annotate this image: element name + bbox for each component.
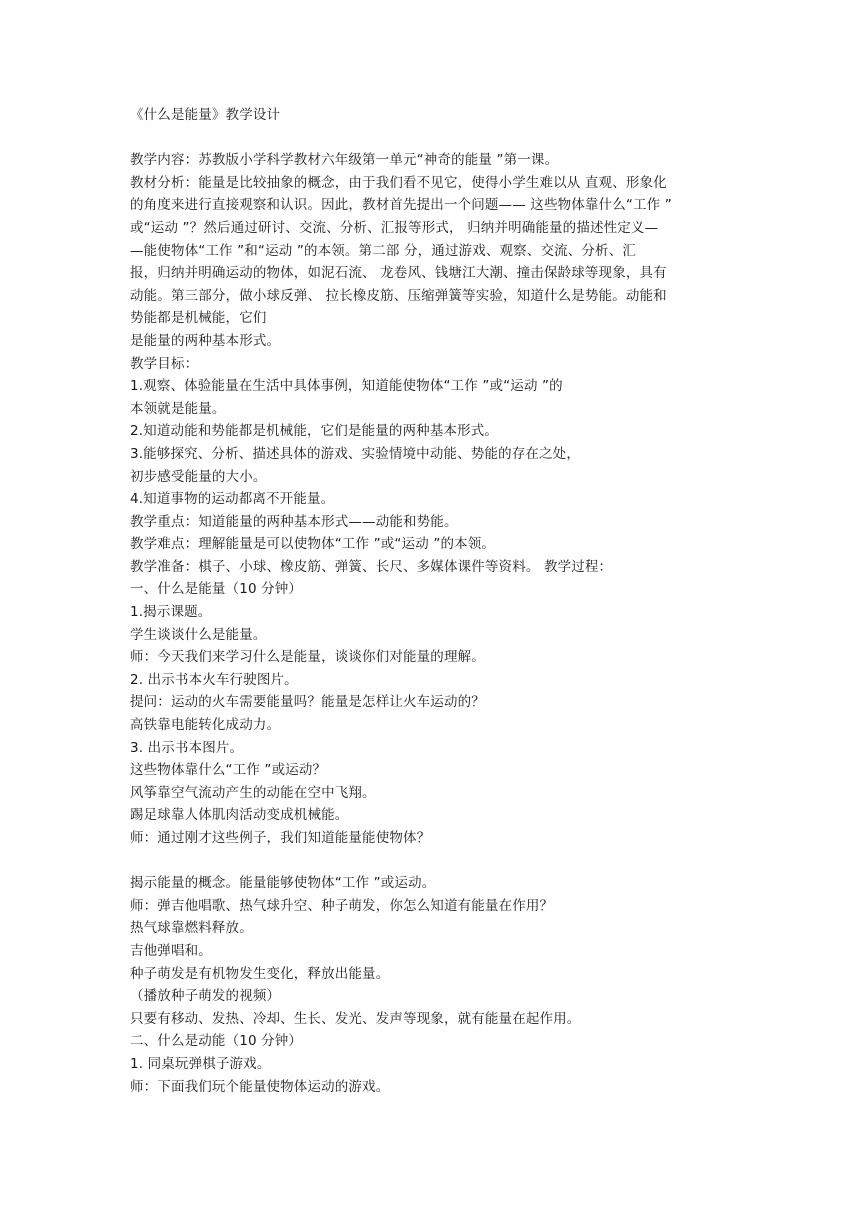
text-line: 师：下面我们玩个能量使物体运动的游戏。 — [130, 1078, 390, 1095]
text-line: 3.能够探究、分析、描述具体的游戏、实验情境中动能、势能的存在之处， — [130, 445, 580, 462]
text-line: —能使物体“工作 ”和“运动 ”的本领。第二部 分，通过游戏、观察、交流、分析、汇 — [130, 242, 636, 259]
text-line: 教材分析：能量是比较抽象的概念，由于我们看不见它，使得小学生难以从 直观、形象化 — [130, 174, 667, 191]
text-line: 风筝靠空气流动产生的动能在空中飞翔。 — [130, 784, 376, 801]
blank-line — [130, 127, 734, 150]
text-line: 只要有移动、发热、冷却、生长、发光、发声等现象，就有能量在起作用。 — [130, 1010, 581, 1027]
text-line: 4.知道事物的运动都离不开能量。 — [130, 491, 335, 508]
document-body — [130, 127, 734, 1099]
blank-line — [130, 850, 734, 873]
text-line: 或“运动 ”？然后通过研讨、交流、分析、汇报等形式， 归纳并明确能量的描述性定义— — [130, 219, 659, 236]
text-line: 2. 出示书本火车行驶图片。 — [130, 671, 298, 688]
text-line: 学生谈谈什么是能量。 — [130, 626, 267, 643]
text-line: 教学重点：知道能量的两种基本形式——动能和势能。 — [130, 513, 458, 530]
text-line: 的角度来进行直接观察和认识。因此，教材首先提出一个问题—— 这些物体靠什么“工作 ” — [130, 197, 672, 214]
text-line: 是能量的两种基本形式。 — [130, 332, 281, 349]
text-line: 教学目标： — [130, 355, 199, 372]
text-line: 1.揭示课题。 — [130, 604, 212, 621]
text-line: 教学难点：理解能量是可以使物体“工作 ”或“运动 ”的本领。 — [130, 536, 496, 553]
text-line: 这些物体靠什么“工作 ”或运动？ — [130, 762, 327, 779]
text-line: （播放种子萌发的视频） — [130, 988, 281, 1005]
text-line: 初步感受能量的大小。 — [130, 468, 267, 485]
document-title: 《什么是能量》教学设计 — [130, 107, 281, 123]
document-page — [130, 104, 734, 1098]
text-line: 一、什么是能量（10 分钟） — [130, 581, 303, 598]
text-line: 踢足球靠人体肌肉活动变成机械能。 — [130, 807, 349, 824]
text-line: 师：通过刚才这些例子，我们知道能量能使物体？ — [130, 830, 431, 846]
text-line: 种子萌发是有机物发生变化，释放出能量。 — [130, 965, 390, 982]
text-line: 提问：运动的火车需要能量吗？能量是怎样让火车运动的？ — [130, 694, 485, 711]
text-line: 3. 出示书本图片。 — [130, 739, 244, 756]
text-line: 师：今天我们来学习什么是能量，谈谈你们对能量的理解。 — [130, 649, 485, 666]
text-line: 吉他弹唱和。 — [130, 942, 212, 959]
text-line: 高铁靠电能转化成动力。 — [130, 717, 281, 734]
text-line: 2.知道动能和势能都是机械能，它们是能量的两种基本形式。 — [130, 423, 499, 440]
text-line: 1.观察、体验能量在生活中具体事例，知道能使物体“工作 ”或“运动 ”的 — [130, 378, 563, 395]
text-line: 热气球靠燃料释放。 — [130, 920, 253, 937]
text-line: 教学准备：棋子、小球、橡皮筋、弹簧、长尺、多媒体课件等资料。 教学过程： — [130, 558, 613, 575]
text-line: 师：弹吉他唱歌、热气球升空、种子萌发，你怎么知道有能量在作用？ — [130, 897, 554, 914]
text-line: 动能。第三部分，做小球反弹、 拉长橡皮筋、压缩弹簧等实验，知道什么是势能。动能和 — [130, 287, 667, 304]
text-line: 1. 同桌玩弹棋子游戏。 — [130, 1055, 271, 1072]
text-line: 二、什么是动能（10 分钟） — [130, 1033, 303, 1050]
text-line: 势能都是机械能，它们 — [130, 310, 267, 327]
text-line: 揭示能量的概念。能量能够使物体“工作 ”或运动。 — [130, 875, 436, 892]
text-line: 报，归纳并明确运动的物体，如泥石流、 龙卷风、钱塘江大潮、撞击保龄球等现象，具有 — [130, 265, 667, 282]
text-line: 教学内容：苏教版小学科学教材六年级第一单元“神奇的能量 ”第一课。 — [130, 152, 559, 169]
text-line: 本领就是能量。 — [130, 400, 226, 417]
